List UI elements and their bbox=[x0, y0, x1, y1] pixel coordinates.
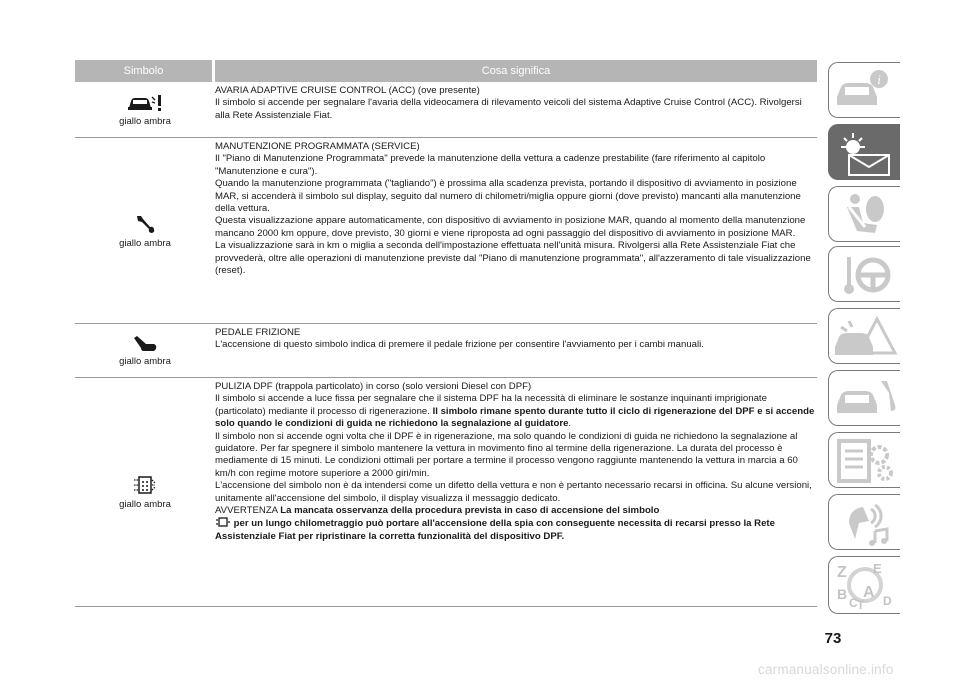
row-text: L'accensione del simbolo non è da intendersi come un difetto della vettura e non è pertanto necessario recarsi in officina. Su alcune versioni, unitamente all'accensione del simbolo, il display visualizza il messaggio dedicato. bbox=[215, 480, 812, 504]
wrench-service-icon bbox=[134, 213, 156, 235]
row-text: La visualizzazione sarà in km o miglia a seconda dell'impostazione effettuata nell'unità misura. Rivolgersi alla Rete Assistenziale Fiat che provvederà, oltre alle operazioni di manutenzione previste dal "Piano di manutenzione programmata", all'azzeramento di tale visualizzazione (reset). bbox=[215, 240, 811, 277]
color-label: giallo ambra bbox=[119, 499, 171, 510]
warning-text-bold-2: per un lungo chilometraggio può portare all'accensione della spia con conseguente necessita di recarsi presso la Rete Assistenziale Fiat per ripristinare la corretta funzionalità del dispositivo DPF. bbox=[215, 518, 775, 542]
row-text: Questa visualizzazione appare automaticamente, con dispositivo di avviamento in posizione MAR, quando al momento della manutenzione mancano 2000 km oppure, dove previsto, 30 giorni e viene riproposta ad ogni passaggio del dispositivo di avviamento in posizione MAR. bbox=[215, 215, 806, 239]
car-info-icon bbox=[829, 63, 900, 118]
index-letter: E bbox=[873, 561, 882, 576]
meaning-cell bbox=[215, 82, 817, 137]
index-tab[interactable] bbox=[828, 556, 900, 614]
color-label: giallo ambra bbox=[119, 237, 171, 249]
watermark-text: carmanualsonline.info bbox=[758, 662, 894, 677]
warning-text-bold: La mancata osservanza della procedura prevista in caso di accensione del simbolo bbox=[280, 505, 660, 517]
symbol-cell bbox=[75, 378, 215, 606]
header-symbol: Simbolo bbox=[75, 60, 212, 82]
car-info-tab[interactable] bbox=[828, 62, 900, 118]
warning-light-message-icon bbox=[829, 125, 900, 180]
meaning-cell bbox=[215, 324, 817, 377]
car-maintenance-icon bbox=[829, 371, 900, 426]
svg-text:i: i bbox=[877, 72, 881, 87]
safety-tab[interactable] bbox=[828, 186, 900, 242]
meaning-cell bbox=[215, 138, 817, 323]
row-text: Il "Piano di Manutenzione Programmata" prevede la manutenzione della vettura a cadenze prestabilite (fare riferimento al capitolo "Manutenzione e cura"). bbox=[215, 153, 766, 177]
meaning-cell bbox=[215, 378, 817, 606]
dpf-filter-icon bbox=[133, 474, 157, 496]
table-row bbox=[75, 324, 817, 378]
multimedia-icon bbox=[829, 495, 900, 550]
symbol-cell bbox=[75, 138, 215, 323]
warning-note bbox=[215, 505, 815, 543]
starting-driving-tab[interactable] bbox=[828, 246, 900, 302]
row-text: Il simbolo si accende per segnalare l'avaria della videocamera di rilevamento veicoli del sistema Adaptive Cruise Control (ACC). Rivolgersi alla Rete Assistenziale Fiat. bbox=[215, 97, 802, 121]
index-letter: C bbox=[849, 596, 858, 610]
acc-camera-warning-icon bbox=[125, 93, 165, 113]
key-steering-wheel-icon bbox=[829, 247, 900, 302]
table-row bbox=[75, 138, 817, 324]
row-text: Quando la manutenzione programmata ("tagliando") è prossima alla scadenza prevista, portando il dispositivo di avviamento in posizione MAR, si accenderà il simbolo sul display, seguito dal numero di chilometri/miglia oppure giorni (dove previsto) mancanti alla manutenzione della vettura. bbox=[215, 178, 801, 215]
warning-lights-tab[interactable] bbox=[828, 124, 900, 180]
row-text: L'accensione di questo simbolo indica di premere il pedale frizione per consentire l'avviamento per i cambi manuali. bbox=[215, 339, 704, 351]
emergency-tab[interactable] bbox=[828, 308, 900, 364]
multimedia-tab[interactable] bbox=[828, 494, 900, 550]
warning-symbols-table bbox=[75, 60, 817, 607]
technical-data-tab[interactable] bbox=[828, 432, 900, 488]
color-label: giallo ambra bbox=[119, 115, 171, 127]
index-letter: B bbox=[837, 586, 848, 602]
dpf-text-normal: Il simbolo si accende a luce fissa per segnalare che il sistema DPF ha la necessità di eliminare le sostanze inquinanti imprigionate (particolato) mediante il processo di rigenerazione. bbox=[215, 393, 767, 417]
row-title: MANUTENZIONE PROGRAMMATA (SERVICE) bbox=[215, 141, 420, 152]
symbol-cell bbox=[75, 82, 215, 137]
dpf-inline-icon bbox=[215, 517, 231, 527]
index-letter: T bbox=[857, 598, 865, 612]
row-title: PULIZIA DPF (trappola particolato) in corso (solo versioni Diesel con DPF) bbox=[215, 381, 532, 392]
warning-label: AVVERTENZA bbox=[215, 505, 281, 517]
header-meaning: Cosa significa bbox=[215, 60, 817, 82]
clutch-pedal-icon bbox=[132, 335, 158, 353]
table-header bbox=[75, 60, 817, 82]
index-letter: D bbox=[883, 594, 892, 608]
row-title: AVARIA ADAPTIVE CRUISE CONTROL (ACC) (ove presente) bbox=[215, 85, 480, 96]
index-letter: Z bbox=[837, 564, 847, 581]
seat-airbag-icon bbox=[829, 187, 900, 242]
dpf-text-end: . bbox=[568, 418, 572, 430]
technical-data-icon bbox=[829, 433, 900, 488]
dpf-text-bold: Il simbolo rimane spento durante tutto il ciclo di rigenerazione del DPF e si accende solo quando le condizioni di guida ne richiedono la segnalazione al guidatore bbox=[215, 405, 815, 430]
symbol-cell bbox=[75, 324, 215, 377]
row-title: PEDALE FRIZIONE bbox=[215, 327, 301, 338]
maintenance-tab[interactable] bbox=[828, 370, 900, 426]
row-text bbox=[215, 393, 815, 430]
row-text: Il simbolo non si accende ogni volta che il DPF è in rigenerazione, ma solo quando le condizioni di guida ne richiedono la segnalazione al guidatore. Per far spegnere il simbolo mantenere la vettura in movimento fino al termine della rigenerazione. La durata del processo è mediamente di 15 minuti. Le condizioni ottimali per portare a termine il processo vengono raggiunte mantenendo la vettura in marcia a 60 km/h con regime motore superiore a 2000 giri/min. bbox=[215, 430, 798, 479]
table-row bbox=[75, 378, 817, 606]
table-row bbox=[75, 82, 817, 138]
page-number: 73 bbox=[824, 630, 842, 647]
color-label: giallo ambra bbox=[119, 355, 171, 367]
alphabet-index-icon bbox=[829, 557, 900, 614]
emergency-car-icon bbox=[829, 309, 900, 364]
index-letter: A bbox=[863, 584, 875, 601]
